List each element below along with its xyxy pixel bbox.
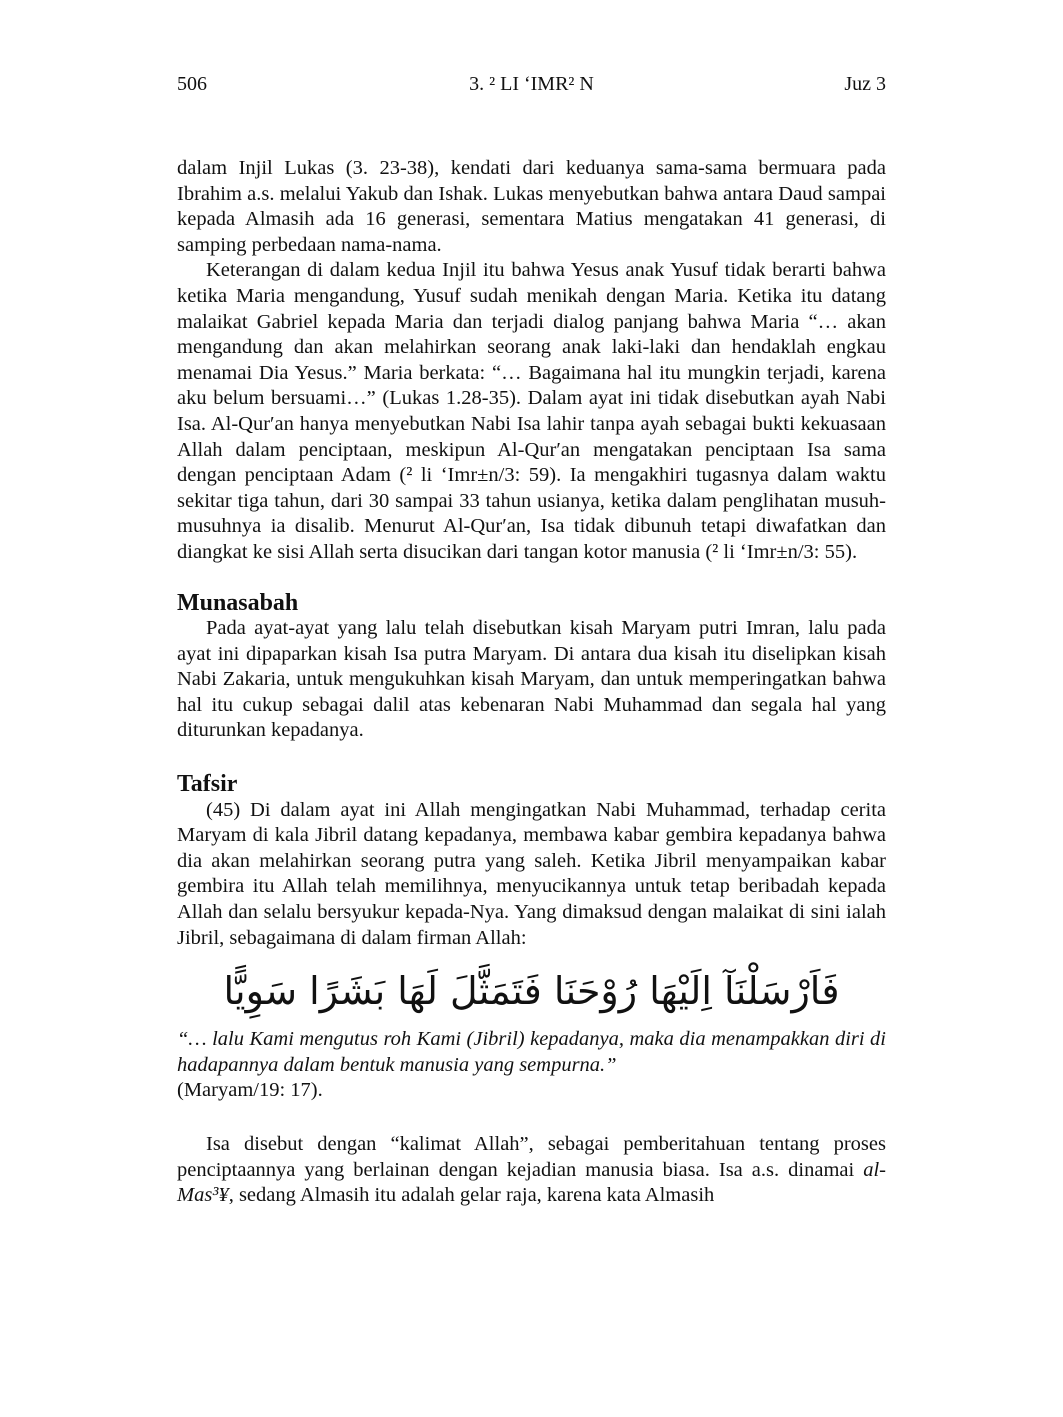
page <box>177 70 886 1209</box>
page-number: 506 <box>177 73 207 95</box>
closing-text-end: , sedang Almasih itu adalah gelar raja, karena kata Almasih <box>228 1184 715 1207</box>
juz-label: Juz 3 <box>844 73 886 95</box>
paragraph-continuation: dalam Injil Lukas (3. 23-38), kendati dari keduanya sama-sama bermuara pada Ibrahim a.s. melalui Yakub dan Ishak. Lukas menyebutkan bahwa antara Daud sampai kepada Almasih ada 16 generasi, sementara Matius mengatakan 41 generasi, di samping perbedaan nama-nama. <box>177 157 886 256</box>
chapter-title: 3. ² LI ‘IMR² N <box>469 73 594 95</box>
running-header <box>177 70 886 102</box>
tafsir-heading: Tafsir <box>177 771 238 798</box>
closing-text-start: Isa disebut dengan “kalimat Allah”, sebagai pemberitahuan tentang proses penciptaannya yang berlainan dengan kejadian manusia biasa. Isa a.s. dinamai <box>177 1133 886 1181</box>
verse-translation: “… lalu Kami mengutus roh Kami (Jibril) kepadanya, maka dia menampakkan diri di hadapannya dalam bentuk manusia yang sempurna.” <box>177 1028 886 1076</box>
closing-paragraph <box>177 1132 886 1209</box>
munasabah-paragraph: Pada ayat-ayat yang lalu telah disebutkan kisah Maryam putri Imran, lalu pada ayat ini dipaparkan kisah Isa putra Maryam. Di antara dua kisah itu diselipkan kisah Nabi Zakaria, untuk mengukuhkan kisah Maryam, dan untuk memperingatkan bahwa hal itu cukup sebagai dalil atas kebenaran Nabi Muhammad dan segala hal yang diturunkan kepadanya. <box>177 617 886 742</box>
tafsir-paragraph: (45) Di dalam ayat ini Allah mengingatkan Nabi Muhammad, terhadap cerita Maryam di kala Jibril datang kepadanya, membawa kabar gembira kepadanya bahwa dia akan melahirkan seorang putra yang saleh. Ketika Jibril menyampaikan kabar gembira itu Allah telah memilihnya, menyucikannya untuk tetap beribadah kepada Allah dan selalu bersyukur kepada-Nya. Yang dimaksud dengan malaikat di sini ialah Jibril, sebagaimana di dalam firman Allah: <box>177 798 886 949</box>
body-text <box>177 156 886 1209</box>
arabic-verse: فَاَرْسَلْنَآ اِلَيْهَا رُوْحَنَا فَتَمَثَّلَ لَهَا بَشَرًا سَوِيًّا <box>223 969 840 1014</box>
verse-citation: (Maryam/19: 17). <box>177 1079 323 1102</box>
munasabah-heading: Munasabah <box>177 589 299 616</box>
paragraph-injil: Keterangan di dalam kedua Injil itu bahwa Yesus anak Yusuf tidak berarti bahwa ketika Maria mengandung, Yusuf sudah menikah dengan Maria. Ketika itu datang malaikat Gabriel kepada Maria dan terjadi dialog panjang bahwa Maria “… akan mengandung dan akan melahirkan seorang anak laki-laki dan hendaklah engkau menamai Dia Yesus.” Maria berkata: “… Bagaimana hal itu mungkin terjadi, karena aku belum bersuami…” (Lukas 1.28-35). Dalam ayat ini tidak disebutkan ayah Nabi Isa. Al-Qur′an hanya menyebutkan Nabi Isa lahir tanpa ayah sebagai bukti kekuasaan Allah dalam penciptaan, meskipun Al-Qur′an mengatakan penciptaan Isa sama dengan penciptaan Adam (² li ‘Imr±n/3: 59). Ia mengakhiri tugasnya dalam waktu sekitar tiga tahun, dari 30 sampai 33 tahun usianya, ketika dalam penglihatan musuh-musuhnya ia disalib. Menurut Al-Qur′an, Isa tidak dibunuh tetapi diwafatkan dan diangkat ke sisi Allah serta disucikan dari tangan kotor manusia (² li ‘Imr±n/3: 55). <box>177 259 886 563</box>
al-masih-term: al-Mas³¥ <box>177 1158 886 1207</box>
